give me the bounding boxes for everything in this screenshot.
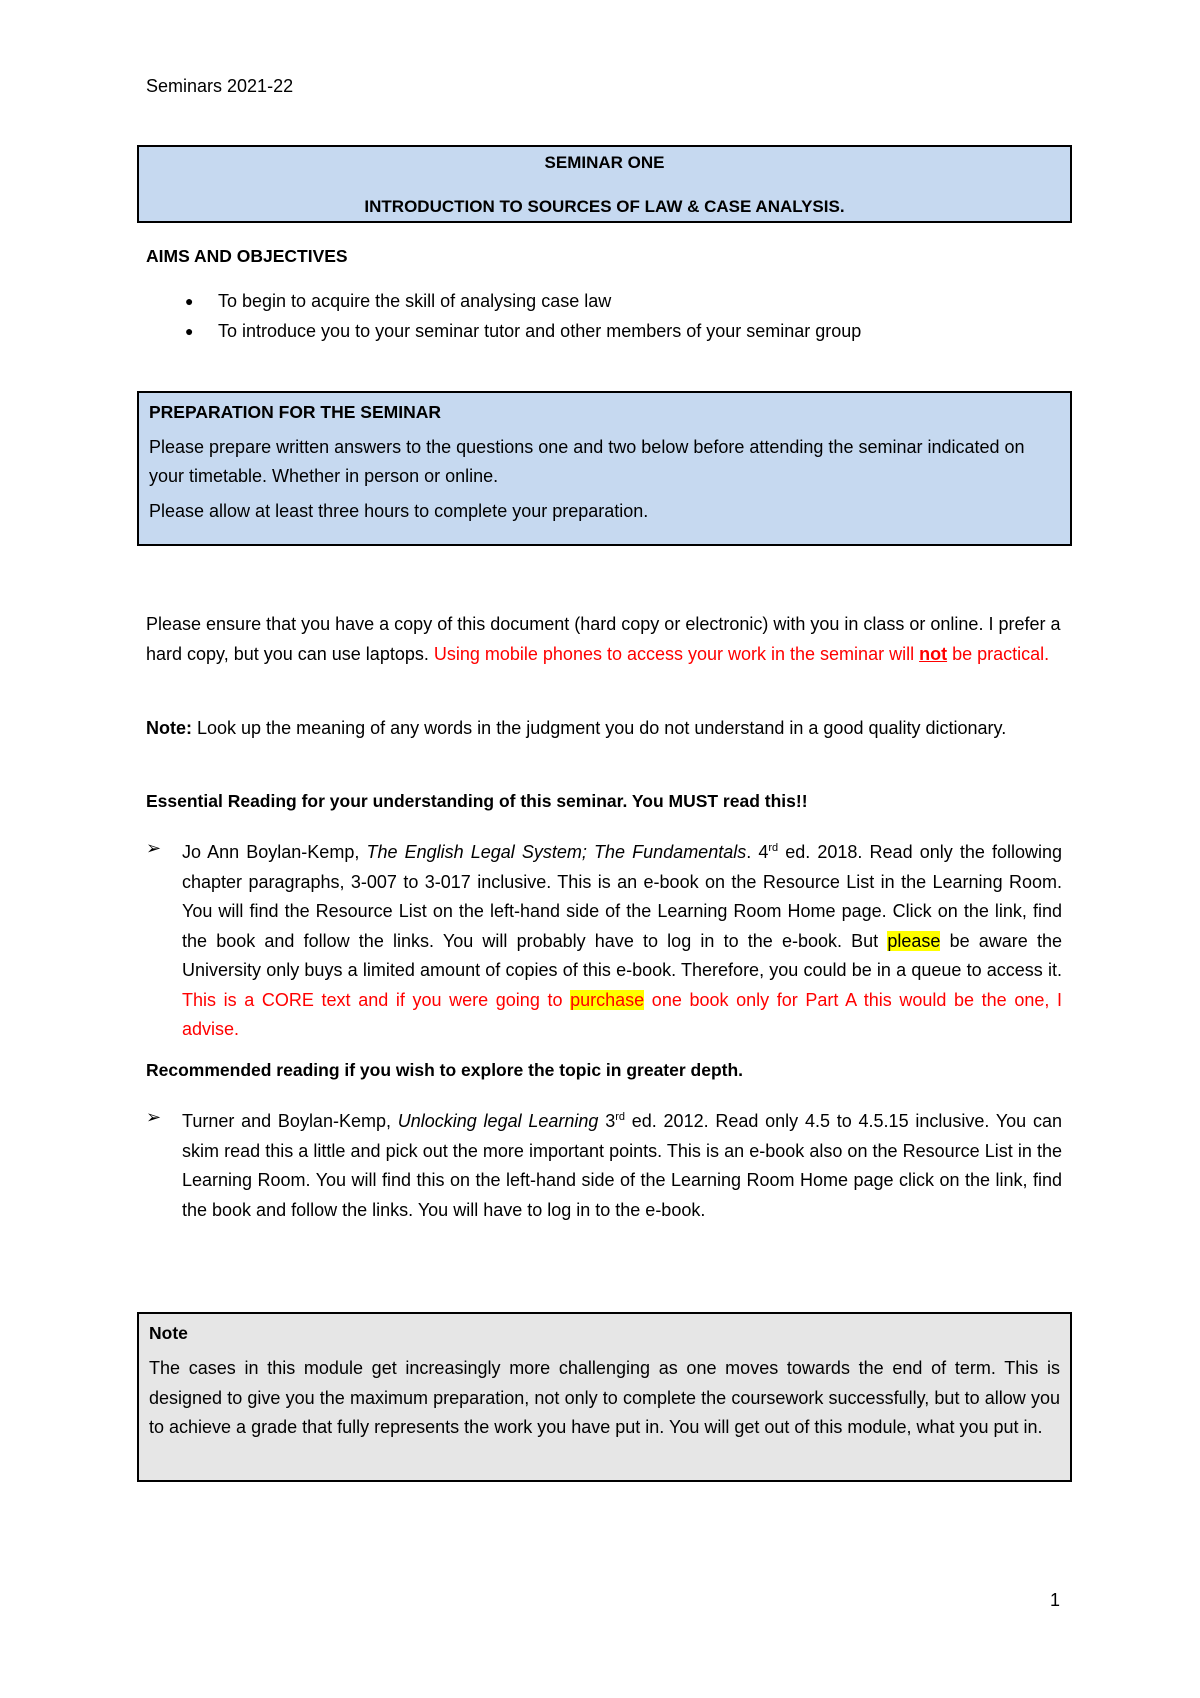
essential-reading-item: ➢ Jo Ann Boylan-Kemp, The English Legal System; The Fundamentals. 4rd ed. 2018. Read only the following chapter paragraphs, 3-007 to 3-017 inclusive. This is an e-book on the Resource List in the Learning Room. You will find the Resource List on the left-hand side of the Learning Room Home page. Click on the link, find the book and follow the links. You will probably have to log in to the e-book. But please be aware the University only buys a limited amount of copies of this e-book. Therefore, you could be in a queue to access it. This is a CORE text and if you were going to purchase one book only for Part A this would be the one, I advise.: [146, 834, 1062, 1045]
preparation-time-text: Please allow at least three hours to complete your preparation.: [149, 501, 649, 521]
ensure-paragraph: Please ensure that you have a copy of this document (hard copy or electronic) with you in class or online. I prefer a hard copy, but you can use laptops. Using mobile phones to access your work in the seminar will not be practical.: [146, 614, 1061, 664]
note-paragraph: Note: Look up the meaning of any words in the judgment you do not understand in a good quality dictionary.: [146, 718, 1007, 738]
aims-list: [185, 286, 861, 346]
aims-heading: AIMS AND OBJECTIVES: [146, 246, 348, 266]
seminar-subtitle: INTRODUCTION TO SOURCES OF LAW & CASE ANALYSIS.: [364, 197, 845, 216]
page-number: 1: [1050, 1590, 1061, 1610]
essential-reading-heading: Essential Reading for your understanding of this seminar. You MUST read this!!: [146, 791, 808, 811]
note-box-text: The cases in this module get increasingly more challenging as one moves towards the end of term. This is designed to give you the maximum preparation, not only to complete the coursework successfully, but to allow you to achieve a grade that fully represents the work you have put in. You will get out of this module, what you put in.: [149, 1358, 1060, 1437]
arrow-bullet-icon: ➢: [146, 838, 162, 858]
recommended-reading-heading: Recommended reading if you wish to explore the topic in greater depth.: [146, 1060, 744, 1080]
note-box: [137, 1312, 1072, 1482]
preparation-box: [137, 391, 1072, 546]
page-header: Seminars 2021-22: [146, 76, 294, 96]
note-box-heading: Note: [149, 1323, 188, 1343]
preparation-heading: PREPARATION FOR THE SEMINAR: [149, 402, 441, 422]
preparation-text: Please prepare written answers to the questions one and two below before attending the seminar indicated on your timetable. Whether in person or online.: [149, 437, 1025, 486]
list-item: ● To introduce you to your seminar tutor and other members of your seminar group: [185, 316, 861, 346]
bullet-icon: ●: [185, 323, 194, 339]
recommended-reading-item: ➢ Turner and Boylan-Kemp, Unlocking legal Learning 3rd ed. 2012. Read only 4.5 to 4.5.15 inclusive. You can skim read this a little and pick out the more important points. This is an e-book also on the Resource List in the Learning Room. You will find this on the left-hand side of the Learning Room Home page click on the link, find the book and follow the links. You will have to log in to the e-book.: [146, 1103, 1062, 1225]
seminar-title-box: [137, 145, 1072, 223]
bullet-icon: ●: [185, 293, 194, 309]
seminar-title: SEMINAR ONE: [544, 153, 665, 172]
list-item: ● To begin to acquire the skill of analysing case law: [185, 286, 861, 316]
arrow-bullet-icon: ➢: [146, 1107, 162, 1127]
